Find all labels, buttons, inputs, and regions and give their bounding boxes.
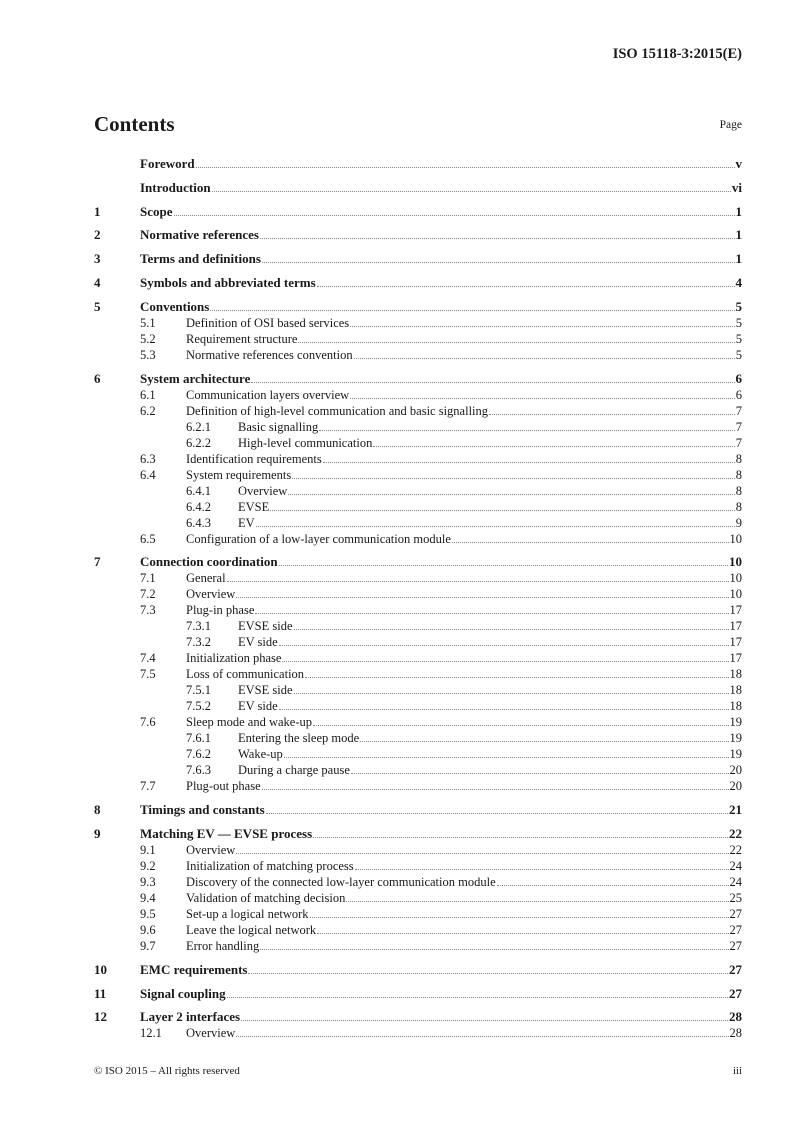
toc-entry-page: 27 [729,922,742,937]
toc-dot-leader [174,215,735,216]
toc-entry-page: 19 [729,747,742,762]
toc-entry-number: 7.2 [140,587,156,602]
toc-entry-number: 6.1 [140,387,156,402]
toc-entry-number: 6.2.1 [186,419,211,434]
toc-dot-leader [248,973,728,974]
toc-entry-number: 9.3 [140,874,156,889]
toc-entry-title: High-level communication [238,435,373,450]
toc-entry[interactable] [94,403,742,419]
toc-dot-leader [262,262,735,263]
toc-entry-number: 7.1 [140,571,156,586]
toc-entry[interactable] [94,890,742,906]
toc-dot-leader [489,414,735,415]
toc-dot-leader [292,478,735,479]
toc-entry-title: EVSE side [238,619,293,634]
toc-entry[interactable] [94,299,742,315]
toc-entry[interactable] [94,826,742,842]
toc-entry-title: During a charge pause [238,763,350,778]
toc-entry-number: 7.3.1 [186,619,211,634]
toc-dot-leader [196,167,735,168]
toc-entry-number: 9.1 [140,842,156,857]
toc-entry-title: Symbols and abbreviated terms [140,274,316,290]
toc-entry-page: 22 [729,842,742,857]
toc-entry[interactable] [94,204,742,220]
toc-entry-number: 6.4.1 [186,483,211,498]
toc-entry[interactable] [94,922,742,938]
toc-entry-title: Plug-out phase [186,779,261,794]
toc-entry-title: Entering the sleep mode [238,731,360,746]
page-title: Contents [94,112,175,136]
toc-entry-number: 6.2 [140,403,156,418]
toc-dot-leader [266,813,728,814]
toc-entry-title: Error handling [186,938,260,953]
toc-dot-leader [319,430,735,431]
toc-dot-leader [350,326,735,327]
toc-entry-page: 18 [729,667,742,682]
toc-entry-page: 9 [735,515,742,530]
toc-entry-number: 7 [94,554,101,570]
toc-entry[interactable] [94,570,742,586]
toc-entry[interactable] [94,682,742,698]
toc-entry-page: 27 [729,985,742,1001]
toc-entry-title: EMC requirements [140,961,248,977]
toc-entry-title: General [186,571,226,586]
toc-entry[interactable] [94,874,742,890]
toc-entry-number: 2 [94,227,101,243]
toc-entry-page: 8 [735,499,742,514]
toc-dot-leader [255,613,728,614]
toc-entry[interactable] [94,858,742,874]
toc-dot-leader [236,853,728,854]
toc-dot-leader [346,901,728,902]
toc-entry-page: 27 [729,906,742,921]
toc-dot-leader [305,677,728,678]
toc-entry-title: Timings and constants [140,802,265,818]
table-of-contents [94,156,742,1041]
toc-entry-number: 9 [94,825,101,841]
toc-entry-number: 6.3 [140,451,156,466]
toc-entry[interactable] [94,714,742,730]
toc-entry-title: EVSE [238,499,270,514]
toc-dot-leader [323,462,735,463]
toc-entry-number: 12 [94,1009,107,1025]
toc-dot-leader [355,869,729,870]
toc-entry[interactable] [94,586,742,602]
toc-dot-leader [294,629,729,630]
toc-entry[interactable] [94,451,742,467]
toc-entry-title: Matching EV — EVSE process [140,825,313,841]
toc-entry-page: 24 [729,858,742,873]
toc-entry-title: Introduction [140,179,211,195]
toc-entry-page: 10 [729,571,742,586]
toc-dot-leader [350,398,735,399]
toc-entry-number: 5 [94,298,101,314]
toc-entry-title: Loss of communication [186,667,305,682]
toc-entry-page: 28 [729,1009,742,1025]
toc-entry-number: 7.5.2 [186,699,211,714]
toc-entry-page: 5 [735,331,742,346]
toc-entry-page: 20 [729,763,742,778]
document-id: ISO 15118-3:2015(E) [612,46,742,62]
toc-dot-leader [282,661,728,662]
toc-entry-page: 25 [729,890,742,905]
toc-dot-leader [284,757,729,758]
toc-entry-title: EVSE side [238,683,293,698]
toc-entry-title: EV [238,515,255,530]
toc-entry-title: Wake-up [238,747,283,762]
toc-entry-page: 8 [735,451,742,466]
toc-entry-title: Foreword [140,156,195,171]
toc-entry-page: 6 [735,370,742,386]
toc-entry[interactable] [94,419,742,435]
toc-entry[interactable] [94,275,742,291]
toc-entry-page: v [735,156,742,171]
toc-dot-leader [212,191,731,192]
toc-dot-leader [270,510,735,511]
toc-entry-title: System requirements [186,467,292,482]
toc-dot-leader [313,725,728,726]
toc-entry-number: 10 [94,961,107,977]
copyright-footer: © ISO 2015 – All rights reserved [94,1065,240,1077]
toc-entry[interactable] [94,499,742,515]
toc-entry-page: 18 [729,683,742,698]
toc-entry-page: 22 [729,825,742,841]
toc-entry-page: vi [731,179,742,195]
toc-entry-title: Signal coupling [140,985,226,1001]
toc-entry-number: 7.6 [140,715,156,730]
toc-entry-page: 5 [735,315,742,330]
toc-dot-leader [313,837,728,838]
toc-entry[interactable] [94,666,742,682]
toc-dot-leader [354,358,735,359]
toc-dot-leader [288,494,734,495]
toc-entry[interactable] [94,1025,742,1041]
toc-dot-leader [236,597,728,598]
toc-entry[interactable] [94,315,742,331]
toc-entry-title: Layer 2 interfaces [140,1009,241,1025]
toc-dot-leader [227,581,729,582]
toc-entry-title: Terms and definitions [140,251,261,267]
page-number: iii [732,1065,742,1077]
toc-entry-page: 27 [729,961,742,977]
toc-entry[interactable] [94,962,742,978]
toc-entry-number: 5.1 [140,315,156,330]
toc-entry-page: 17 [729,619,742,634]
toc-entry-title: Overview [238,483,288,498]
toc-entry-number: 7.6.2 [186,747,211,762]
toc-entry-page: 20 [729,779,742,794]
toc-entry-title: Plug-in phase [186,603,255,618]
toc-entry-number: 6.4.3 [186,515,211,530]
toc-entry-title: Initialization of matching process [186,858,354,873]
toc-entry-page: 17 [729,635,742,650]
toc-dot-leader [279,565,728,566]
toc-entry-number: 5.2 [140,331,156,346]
toc-entry[interactable] [94,251,742,267]
toc-entry-title: Identification requirements [186,451,322,466]
toc-dot-leader [256,526,735,527]
toc-entry-title: Set-up a logical network [186,906,309,921]
page-column-label: Page [719,119,742,131]
toc-entry-number: 3 [94,251,101,267]
toc-entry-page: 27 [729,938,742,953]
toc-entry[interactable] [94,938,742,954]
toc-dot-leader [260,949,728,950]
toc-entry-title: Scope [140,203,173,219]
toc-entry[interactable] [94,730,742,746]
toc-dot-leader [317,933,728,934]
toc-dot-leader [236,1036,728,1037]
toc-entry-number: 9.2 [140,858,156,873]
toc-entry-number: 5.3 [140,347,156,362]
toc-entry[interactable] [94,467,742,483]
toc-entry[interactable] [94,435,742,451]
toc-entry-number: 7.3.2 [186,635,211,650]
toc-entry-number: 1 [94,203,101,219]
toc-entry-title: Discovery of the connected low-layer communication module [186,874,496,889]
toc-entry[interactable] [94,387,742,403]
toc-entry-number: 8 [94,802,101,818]
toc-entry-title: Overview [186,1026,236,1041]
toc-entry-page: 17 [729,603,742,618]
toc-entry-title: Normative references [140,227,259,243]
toc-entry[interactable] [94,778,742,794]
toc-entry[interactable] [94,227,742,243]
toc-entry-page: 1 [735,251,742,267]
toc-dot-leader [452,542,729,543]
toc-entry-number: 7.6.1 [186,731,211,746]
toc-dot-leader [497,885,729,886]
toc-dot-leader [227,997,728,998]
toc-entry-title: Validation of matching decision [186,890,346,905]
toc-entry[interactable] [94,618,742,634]
toc-entry[interactable] [94,1009,742,1025]
toc-entry-number: 12.1 [140,1026,162,1041]
toc-entry[interactable] [94,602,742,618]
toc-entry[interactable] [94,156,742,172]
toc-entry-page: 4 [735,274,742,290]
toc-entry-title: Requirement structure [186,331,298,346]
toc-entry[interactable] [94,762,742,778]
toc-entry-number: 6.4 [140,467,156,482]
toc-entry-title: Communication layers overview [186,387,350,402]
toc-entry[interactable] [94,180,742,196]
toc-dot-leader [317,286,735,287]
toc-entry-title: Basic signalling [238,419,319,434]
toc-entry-title: Connection coordination [140,554,278,570]
toc-dot-leader [260,238,735,239]
toc-entry[interactable] [94,986,742,1002]
toc-entry-title: Conventions [140,298,210,314]
toc-entry-page: 5 [735,347,742,362]
toc-dot-leader [279,645,729,646]
toc-entry-number: 9.4 [140,890,156,905]
toc-entry-title: Normative references convention [186,347,353,362]
toc-dot-leader [294,693,729,694]
toc-entry[interactable] [94,650,742,666]
toc-entry-title: Definition of OSI based services [186,315,350,330]
toc-entry[interactable] [94,331,742,347]
toc-dot-leader [279,709,729,710]
toc-entry[interactable] [94,746,742,762]
toc-entry[interactable] [94,554,742,570]
toc-entry-title: Sleep mode and wake-up [186,715,313,730]
toc-entry-number: 6.4.2 [186,499,211,514]
toc-dot-leader [251,382,734,383]
toc-entry-page: 19 [729,731,742,746]
toc-entry-number: 9.6 [140,922,156,937]
toc-entry-title: System architecture [140,370,251,386]
toc-entry-title: Configuration of a low-layer communication module [186,531,451,546]
toc-entry-number: 9.5 [140,906,156,921]
toc-entry-number: 6 [94,370,101,386]
toc-dot-leader [298,342,734,343]
toc-entry[interactable] [94,531,742,547]
toc-entry-page: 18 [729,699,742,714]
toc-entry-title: Definition of high-level communication and basic signalling [186,403,489,418]
toc-entry-number: 11 [94,985,107,1001]
toc-entry-page: 7 [735,403,742,418]
toc-entry[interactable] [94,698,742,714]
toc-dot-leader [360,741,728,742]
toc-dot-leader [262,789,729,790]
toc-entry-page: 5 [735,298,742,314]
toc-entry-page: 8 [735,467,742,482]
toc-entry-title: Leave the logical network [186,922,317,937]
toc-entry[interactable] [94,906,742,922]
toc-dot-leader [210,310,734,311]
toc-entry[interactable] [94,802,742,818]
toc-dot-leader [241,1020,728,1021]
toc-entry-number: 6.2.2 [186,435,211,450]
toc-entry-title: EV side [238,635,278,650]
toc-entry-page: 6 [735,387,742,402]
toc-entry-page: 21 [729,802,742,818]
toc-entry-number: 7.5 [140,667,156,682]
toc-entry-page: 19 [729,715,742,730]
toc-entry-page: 24 [729,874,742,889]
toc-entry-page: 8 [735,483,742,498]
toc-entry-number: 7.3 [140,603,156,618]
toc-entry-page: 7 [735,419,742,434]
toc-entry-number: 7.5.1 [186,683,211,698]
toc-entry-page: 7 [735,435,742,450]
toc-entry-number: 7.4 [140,651,156,666]
toc-entry-title: Overview [186,587,236,602]
toc-entry-page: 1 [735,203,742,219]
toc-entry-title: EV side [238,699,278,714]
toc-entry-number: 7.7 [140,779,156,794]
toc-dot-leader [373,446,734,447]
toc-entry-number: 4 [94,274,101,290]
toc-entry[interactable] [94,371,742,387]
toc-entry-page: 10 [729,531,742,546]
toc-entry-page: 28 [729,1026,742,1041]
toc-entry[interactable] [94,347,742,363]
toc-entry[interactable] [94,842,742,858]
toc-entry[interactable] [94,634,742,650]
toc-entry-page: 17 [729,651,742,666]
toc-entry-number: 9.7 [140,938,156,953]
toc-entry-title: Overview [186,842,236,857]
toc-entry[interactable] [94,483,742,499]
toc-entry-page: 10 [729,554,742,570]
toc-entry-number: 6.5 [140,531,156,546]
toc-entry-page: 10 [729,587,742,602]
toc-dot-leader [351,773,729,774]
toc-entry-page: 1 [735,227,742,243]
toc-entry-number: 7.6.3 [186,763,211,778]
toc-entry-title: Initialization phase [186,651,282,666]
toc-dot-leader [310,917,729,918]
toc-entry[interactable] [94,515,742,531]
